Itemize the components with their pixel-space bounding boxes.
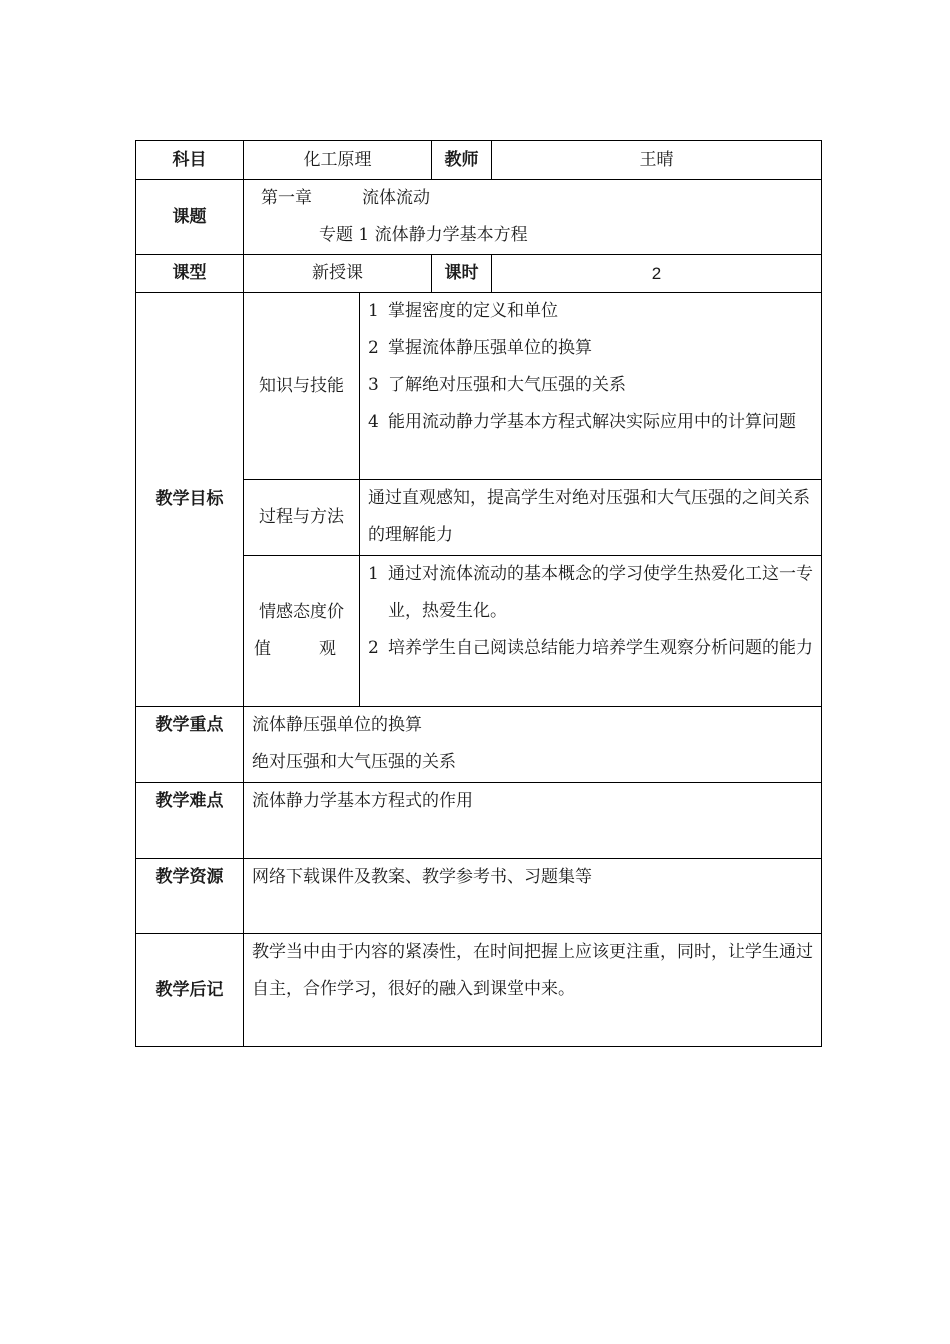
topic-value — [244, 180, 822, 255]
resources-value: 网络下载课件及教案、教学参考书、习题集等 — [244, 859, 822, 934]
key-points-label: 教学重点 — [136, 707, 244, 783]
emotion-label-line2: 值 观 — [254, 639, 336, 659]
process-text: 通过直观感知，提高学生对绝对压强和大气压强的之间关系的理解能力 — [360, 480, 822, 556]
topic-special: 专题 1 流体静力学基本方程 — [319, 225, 528, 245]
lesson-plan-table — [135, 140, 822, 1047]
subject-value: 化工原理 — [244, 141, 432, 180]
type-value: 新授课 — [244, 255, 432, 293]
teacher-label: 教师 — [432, 141, 492, 180]
difficulties-label: 教学难点 — [136, 783, 244, 859]
list-item: 4 能用流动静力学基本方程式解决实际应用中的计算问题 — [368, 412, 796, 432]
knowledge-label: 知识与技能 — [244, 293, 360, 480]
list-item: 3 了解绝对压强和大气压强的关系 — [368, 375, 626, 395]
topic-chapter-line — [252, 180, 813, 217]
reflection-label: 教学后记 — [136, 934, 244, 1047]
emotion-label-line1: 情感态度价 — [259, 602, 344, 622]
reflection-value: 教学当中由于内容的紧凑性，在时间把握上应该更注重，同时，让学生通过自主，合作学习，很好的融入到课堂中来。 — [244, 934, 822, 1047]
topic-chapter: 第一章 — [261, 188, 312, 208]
subject-label: 科目 — [136, 141, 244, 180]
row-subject — [136, 141, 822, 180]
row-type — [136, 255, 822, 293]
topic-label: 课题 — [136, 180, 244, 255]
difficulties-value: 流体静力学基本方程式的作用 — [244, 783, 822, 859]
row-topic — [136, 180, 822, 255]
row-difficulties — [136, 783, 822, 859]
key-point-line: 绝对压强和大气压强的关系 — [252, 752, 456, 772]
hours-label: 课时 — [432, 255, 492, 293]
topic-chapter-title: 流体流动 — [362, 188, 430, 208]
row-reflection — [136, 934, 822, 1047]
list-item: 1 掌握密度的定义和单位 — [368, 301, 558, 321]
teacher-value: 王晴 — [492, 141, 822, 180]
list-item: 2 掌握流体静压强单位的换算 — [368, 338, 592, 358]
key-point-line: 流体静压强单位的换算 — [252, 715, 422, 735]
key-points-value — [244, 707, 822, 783]
row-resources — [136, 859, 822, 934]
process-label: 过程与方法 — [244, 480, 360, 556]
emotion-label — [244, 556, 360, 707]
row-objectives-knowledge — [136, 293, 822, 480]
row-key-points — [136, 707, 822, 783]
resources-label: 教学资源 — [136, 859, 244, 934]
type-label: 课型 — [136, 255, 244, 293]
emotion-items — [360, 556, 822, 707]
objectives-label: 教学目标 — [136, 293, 244, 707]
knowledge-items — [360, 293, 822, 480]
list-item: 1 通过对流体流动的基本概念的学习使学生热爱化工这一专业，热爱生化。 — [368, 564, 813, 621]
hours-value: 2 — [492, 255, 822, 293]
list-item: 2 培养学生自己阅读总结能力培养学生观察分析问题的能力 — [368, 638, 813, 658]
